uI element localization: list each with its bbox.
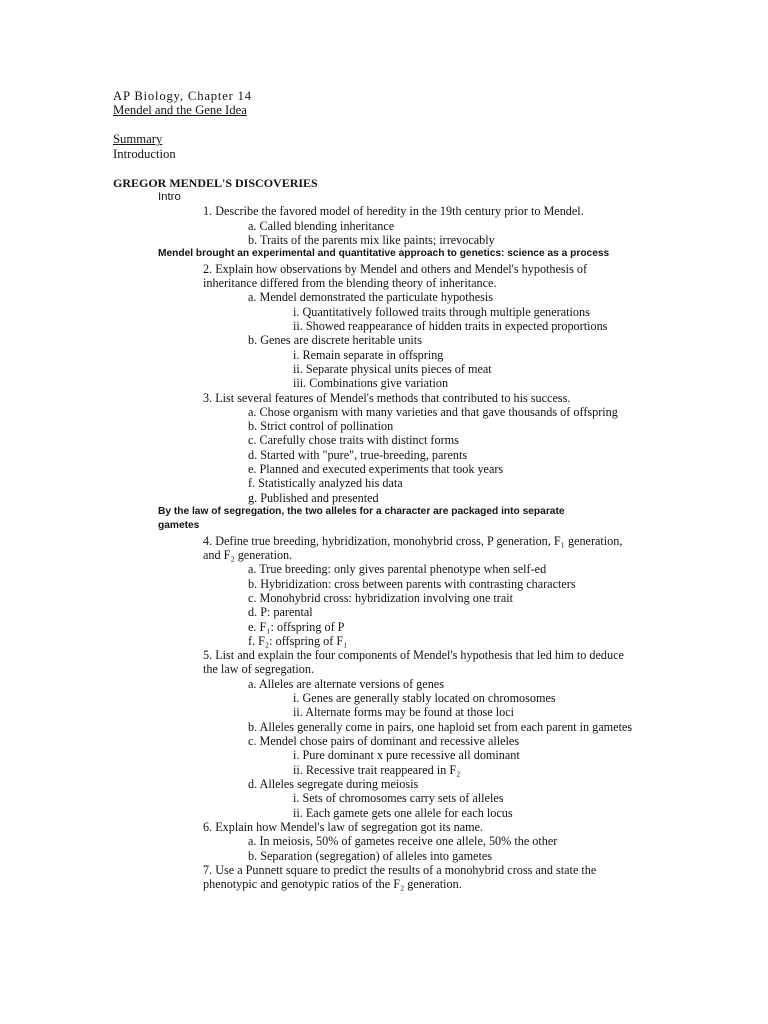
chapter-title: Mendel and the Gene Idea	[113, 103, 247, 118]
answer-point: b. Alleles generally come in pairs, one haploid set from each parent in gametes	[248, 719, 633, 734]
section-heading: By the law of segregation, the two alleles for a character are packaged into separate	[158, 506, 565, 518]
answer-subpoint: i. Remain separate in offspring	[293, 347, 444, 362]
objective-question: 3. List several features of Mendel's methods that contributed to his success.	[203, 390, 571, 405]
answer-point: a. In meiosis, 50% of gametes receive one allele, 50% the other	[248, 834, 558, 849]
answer-subpoint: ii. Each gamete gets one allele for each locus	[293, 805, 513, 820]
outline-body	[0, 176, 768, 892]
answer-subpoint: i. Quantitatively followed traits through multiple generations	[293, 304, 590, 319]
objective-question: the law of segregation.	[203, 662, 315, 677]
document-header	[113, 89, 252, 162]
answer-point: a. Called blending inheritance	[248, 218, 395, 233]
answer-subpoint: i. Sets of chromosomes carry sets of alleles	[293, 791, 504, 806]
answer-subpoint: i. Pure dominant x pure recessive all dominant	[293, 748, 520, 763]
objective-question: phenotypic and genotypic ratios of the F₂ generation.	[203, 877, 462, 892]
introduction-heading: Introduction	[113, 147, 176, 162]
objective-question: and F₂ generation.	[203, 547, 293, 562]
part-heading: GREGOR MENDEL'S DISCOVERIES	[113, 175, 318, 190]
answer-subpoint: iii. Combinations give variation	[293, 376, 449, 391]
objective-question: 7. Use a Punnett square to predict the results of a monohybrid cross and state the	[203, 862, 597, 877]
answer-point: b. Hybridization: cross between parents with contrasting characters	[248, 576, 576, 591]
objective-question: 1. Describe the favored model of heredity in the 19th century prior to Mendel.	[203, 204, 584, 219]
answer-subpoint: ii. Alternate forms may be found at those loci	[293, 705, 515, 720]
course-title: AP Biology, Chapter 14	[113, 88, 252, 103]
answer-subpoint: ii. Recessive trait reappeared in F₂	[293, 762, 461, 777]
answer-subpoint: ii. Showed reappearance of hidden traits in expected proportions	[293, 318, 608, 333]
objective-question: 2. Explain how observations by Mendel and others and Mendel's hypothesis of	[203, 261, 588, 276]
answer-point: b. Strict control of pollination	[248, 419, 394, 434]
answer-point: a. Alleles are alternate versions of genes	[248, 676, 444, 691]
answer-point: a. True breeding: only gives parental phenotype when self-ed	[248, 562, 547, 577]
answer-point: a. Chose organism with many varieties and that gave thousands of offspring	[248, 404, 618, 419]
objective-question: 6. Explain how Mendel's law of segregation got its name.	[203, 819, 484, 834]
objective-question: inheritance differed from the blending theory of inheritance.	[203, 276, 497, 291]
answer-point: c. Mendel chose pairs of dominant and recessive alleles	[248, 734, 520, 749]
answer-subpoint: ii. Separate physical units pieces of meat	[293, 361, 492, 376]
answer-point: f. F₂: offspring of F₁	[248, 633, 348, 648]
objective-question: 4. Define true breeding, hybridization, monohybrid cross, P generation, F₁ generation,	[203, 533, 623, 548]
answer-point: d. Started with "pure", true-breeding, parents	[248, 447, 468, 462]
summary-heading: Summary	[113, 132, 163, 147]
answer-point: d. Alleles segregate during meiosis	[248, 776, 419, 791]
answer-point: c. Monohybrid cross: hybridization involving one trait	[248, 590, 514, 605]
answer-point: e. F₁: offspring of P	[248, 619, 345, 634]
section-heading: gametes	[158, 520, 200, 532]
answer-point: d. P: parental	[248, 605, 313, 620]
answer-point: b. Traits of the parents mix like paints; irrevocably	[248, 233, 495, 248]
section-heading: Intro	[158, 191, 181, 204]
answer-point: b. Separation (segregation) of alleles into gametes	[248, 848, 493, 863]
section-heading: Mendel brought an experimental and quantitative approach to genetics: science as a process	[158, 248, 610, 260]
answer-point: c. Carefully chose traits with distinct forms	[248, 433, 459, 448]
answer-point: b. Genes are discrete heritable units	[248, 333, 422, 348]
answer-point: f. Statistically analyzed his data	[248, 476, 403, 491]
answer-subpoint: i. Genes are generally stably located on chromosomes	[293, 691, 556, 706]
answer-point: a. Mendel demonstrated the particulate hypothesis	[248, 290, 494, 305]
answer-point: e. Planned and executed experiments that took years	[248, 462, 504, 477]
answer-point: g. Published and presented	[248, 490, 379, 505]
objective-question: 5. List and explain the four components of Mendel's hypothesis that led him to deduce	[203, 648, 624, 663]
